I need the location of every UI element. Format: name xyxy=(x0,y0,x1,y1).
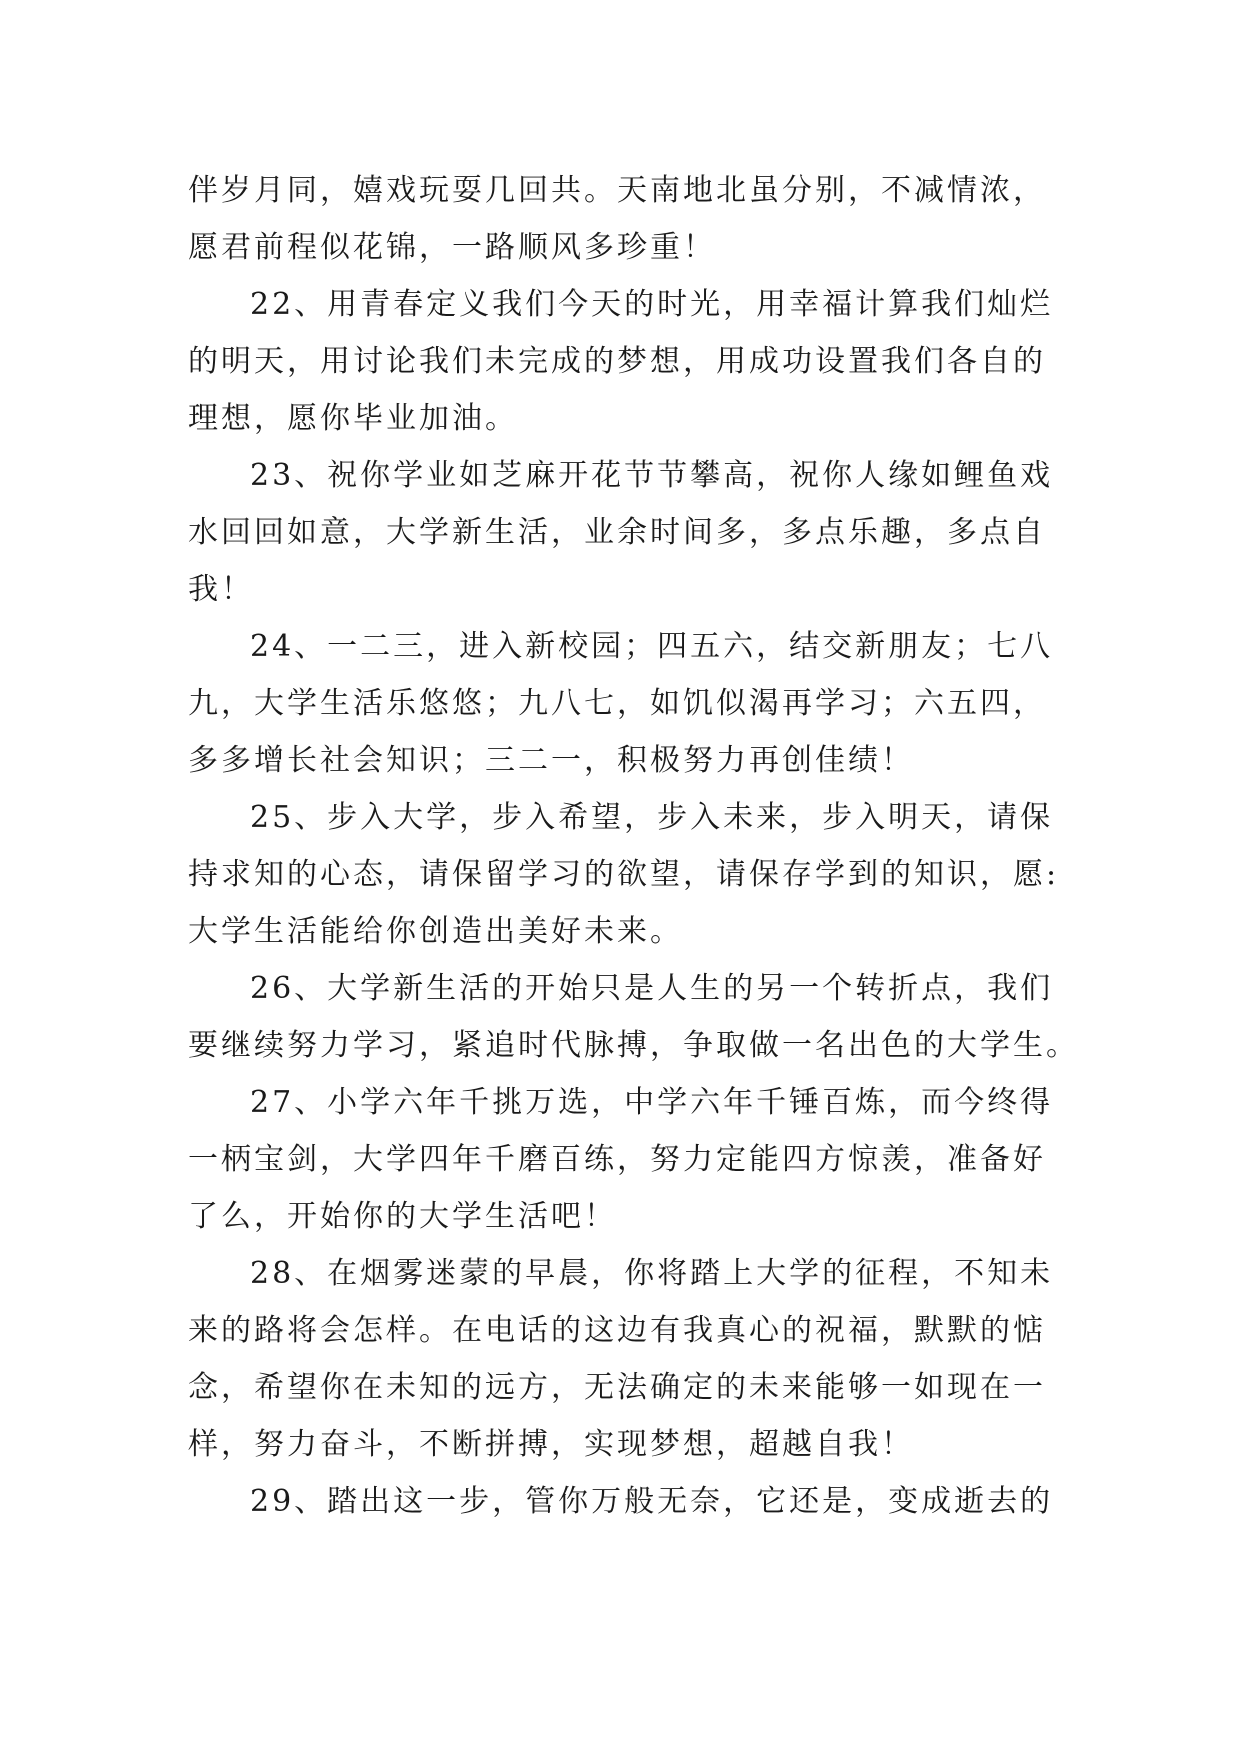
paragraph-22-start: 22、用青春定义我们今天的时光，用幸福计算我们灿烂 xyxy=(250,287,1054,322)
text-line: 持求知的心态，请保留学习的欲望，请保存学到的知识，愿: xyxy=(188,857,1060,892)
text-line: 来的路将会怎样。在电话的这边有我真心的祝福，默默的惦 xyxy=(188,1313,1046,1348)
text-line: 的明天，用讨论我们未完成的梦想，用成功设置我们各自的 xyxy=(188,344,1046,379)
paragraph-25-start: 25、步入大学，步入希望，步入未来，步入明天，请保 xyxy=(250,800,1054,835)
text-line: 伴岁月同，嬉戏玩耍几回共。天南地北虽分别，不减情浓， xyxy=(188,173,1046,208)
text-line: 样，努力奋斗，不断拼搏，实现梦想，超越自我！ xyxy=(188,1427,914,1462)
paragraph-27-start: 27、小学六年千挑万选，中学六年千锤百炼，而今终得 xyxy=(250,1085,1054,1120)
text-line: 念，希望你在未知的远方，无法确定的未来能够一如现在一 xyxy=(188,1370,1046,1405)
text-line: 要继续努力学习，紧追时代脉搏，争取做一名出色的大学生。 xyxy=(188,1028,1079,1063)
text-line: 我！ xyxy=(188,572,254,607)
text-line: 九，大学生活乐悠悠；九八七，如饥似渴再学习；六五四， xyxy=(188,686,1046,721)
document-body xyxy=(188,162,1079,1530)
paragraph-28-start: 28、在烟雾迷蒙的早晨，你将踏上大学的征程，不知未 xyxy=(250,1256,1054,1291)
paragraph-24-start: 24、一二三，进入新校园；四五六，结交新朋友；七八 xyxy=(250,629,1054,664)
text-line: 愿君前程似花锦，一路顺风多珍重！ xyxy=(188,230,716,265)
paragraph-26-start: 26、大学新生活的开始只是人生的另一个转折点，我们 xyxy=(250,971,1054,1006)
paragraph-29-start: 29、踏出这一步，管你万般无奈，它还是，变成逝去的 xyxy=(250,1484,1054,1519)
paragraph-23-start: 23、祝你学业如芝麻开花节节攀高，祝你人缘如鲤鱼戏 xyxy=(250,458,1054,493)
text-line: 一柄宝剑，大学四年千磨百练，努力定能四方惊羡，准备好 xyxy=(188,1142,1046,1177)
text-line: 理想，愿你毕业加油。 xyxy=(188,401,518,436)
text-line: 水回回如意，大学新生活，业余时间多，多点乐趣，多点自 xyxy=(188,515,1046,550)
text-line: 多多增长社会知识；三二一，积极努力再创佳绩！ xyxy=(188,743,914,778)
text-line: 大学生活能给你创造出美好未来。 xyxy=(188,914,683,949)
text-line: 了么，开始你的大学生活吧！ xyxy=(188,1199,617,1234)
